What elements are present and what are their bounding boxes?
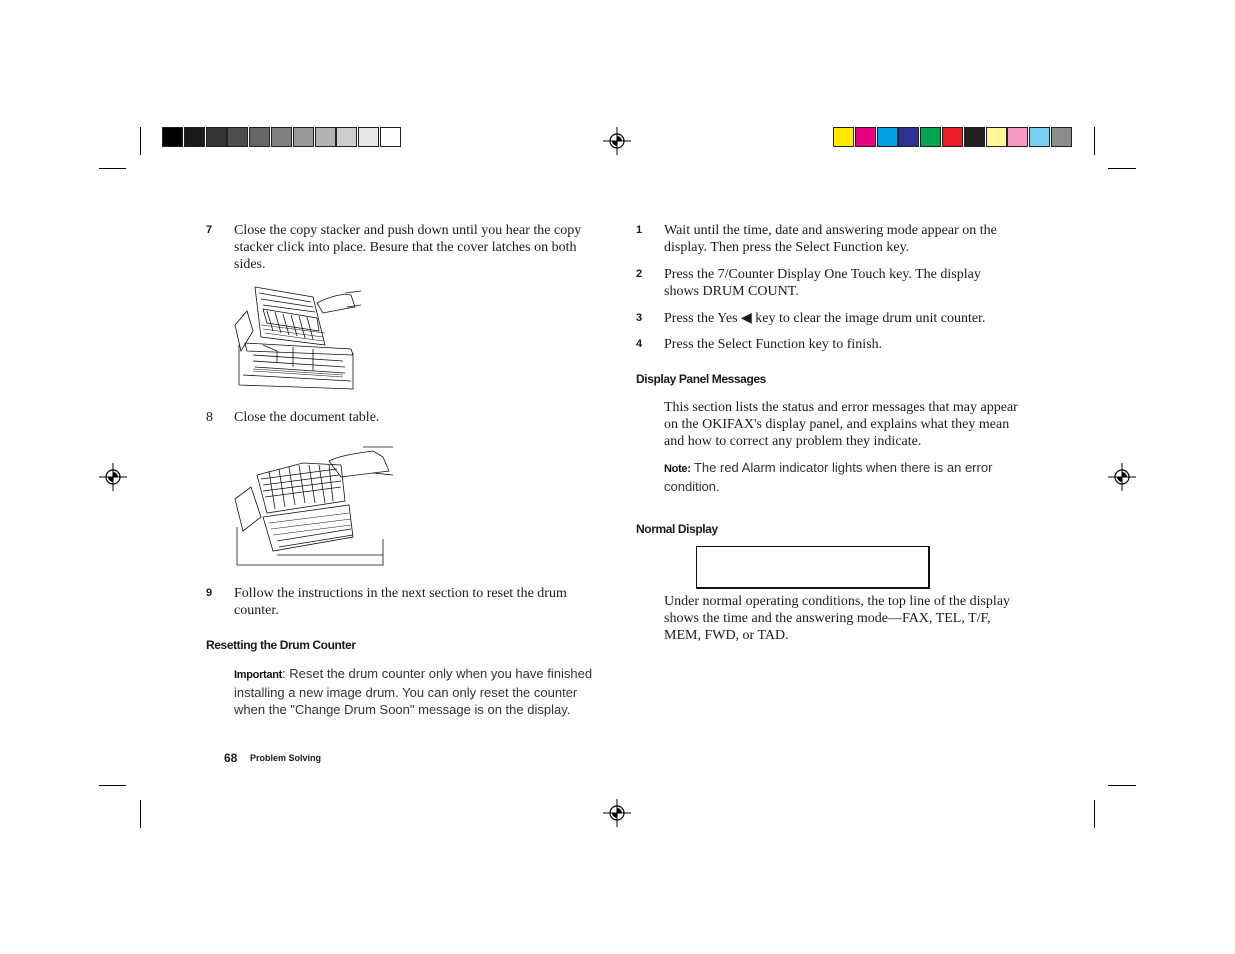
registration-mark-icon — [99, 463, 127, 491]
fax-document-table-illustration — [233, 443, 393, 567]
step-number: 8 — [206, 410, 213, 425]
registration-mark-icon — [603, 127, 631, 155]
section-heading-normal-display: Normal Display — [636, 522, 718, 536]
color-swatch — [920, 127, 941, 147]
normal-display-description: Under normal operating conditions, the top line of the display shows the time and the answering mode—FAX, TEL, T/F, MEM, FWD, or TAD. — [664, 594, 1011, 643]
crop-mark — [140, 800, 141, 828]
crop-mark — [1108, 785, 1136, 786]
color-swatch — [986, 127, 1007, 147]
step-number: 9 — [206, 587, 213, 599]
crop-mark — [1094, 800, 1095, 828]
crop-mark — [99, 785, 126, 786]
step-9-text: Follow the instructions in the next section to reset the drum counter. — [234, 586, 567, 618]
crop-mark — [1108, 168, 1136, 169]
registration-mark-icon — [603, 799, 631, 827]
color-swatch — [249, 127, 270, 147]
page-number: 68 — [224, 751, 238, 765]
color-swatch — [855, 127, 876, 147]
section-heading-resetting-drum-counter: Resetting the Drum Counter — [206, 638, 356, 652]
step-number: 1 — [636, 224, 643, 236]
display-panel-box — [696, 546, 930, 589]
color-swatch — [942, 127, 963, 147]
color-swatch — [877, 127, 898, 147]
color-swatch — [358, 127, 379, 147]
color-swatch — [1029, 127, 1050, 147]
fax-copy-stacker-illustration — [233, 285, 361, 391]
step-3-text-a: Press the Yes — [664, 311, 738, 326]
step-7-text: Close the copy stacker and push down until you hear the copy stacker click into place. Besure that the cover latches on both sides. — [234, 223, 582, 272]
section-heading-display-panel-messages: Display Panel Messages — [636, 372, 766, 386]
step-3-text-b: key to clear the image drum unit counter. — [755, 311, 986, 326]
important-text: : Reset the drum counter only when you have finished installing a new image drum. You can only reset the counter when the "Change Drum Soon" message is on the display. — [234, 666, 593, 717]
crop-mark — [99, 168, 126, 169]
color-swatch — [1051, 127, 1072, 147]
left-arrow-key-icon: ◀ — [741, 310, 752, 326]
step-number: 4 — [636, 338, 643, 350]
color-swatch — [964, 127, 985, 147]
color-swatch — [833, 127, 854, 147]
color-swatch — [293, 127, 314, 147]
important-note — [234, 665, 604, 718]
step-number: 2 — [636, 268, 643, 280]
note-text: The red Alarm indicator lights when there is an error condition. — [664, 460, 993, 494]
important-label: Important — [234, 669, 283, 681]
color-swatch — [162, 127, 183, 147]
step-2-text: Press the 7/Counter Display One Touch key. The display shows DRUM COUNT. — [664, 267, 981, 299]
registration-mark-icon — [1108, 463, 1136, 491]
step-3-text — [664, 310, 1024, 327]
color-swatch — [1007, 127, 1028, 147]
note-label: Note: — [664, 463, 691, 475]
color-swatch — [336, 127, 357, 147]
color-swatch — [315, 127, 336, 147]
color-swatch — [271, 127, 292, 147]
crop-mark — [140, 127, 141, 155]
color-swatch — [380, 127, 401, 147]
color-swatch — [206, 127, 227, 147]
step-8-text: Close the document table. — [234, 410, 380, 425]
display-panel-description: This section lists the status and error messages that may appear on the OKIFAX's display panel, and explains what they mean and how to correct any problem they indicate. — [664, 400, 1018, 449]
crop-mark — [1094, 127, 1095, 155]
footer-section-title: Problem Solving — [250, 753, 322, 763]
step-number: 7 — [206, 224, 213, 236]
step-4-text: Press the Select Function key to finish. — [664, 337, 883, 352]
color-swatch — [898, 127, 919, 147]
step-1-text: Wait until the time, date and answering mode appear on the display. Then press the Select Function key. — [664, 223, 997, 255]
color-swatch — [227, 127, 248, 147]
alarm-note — [664, 459, 1024, 495]
step-number: 3 — [636, 312, 643, 324]
color-swatch — [184, 127, 205, 147]
